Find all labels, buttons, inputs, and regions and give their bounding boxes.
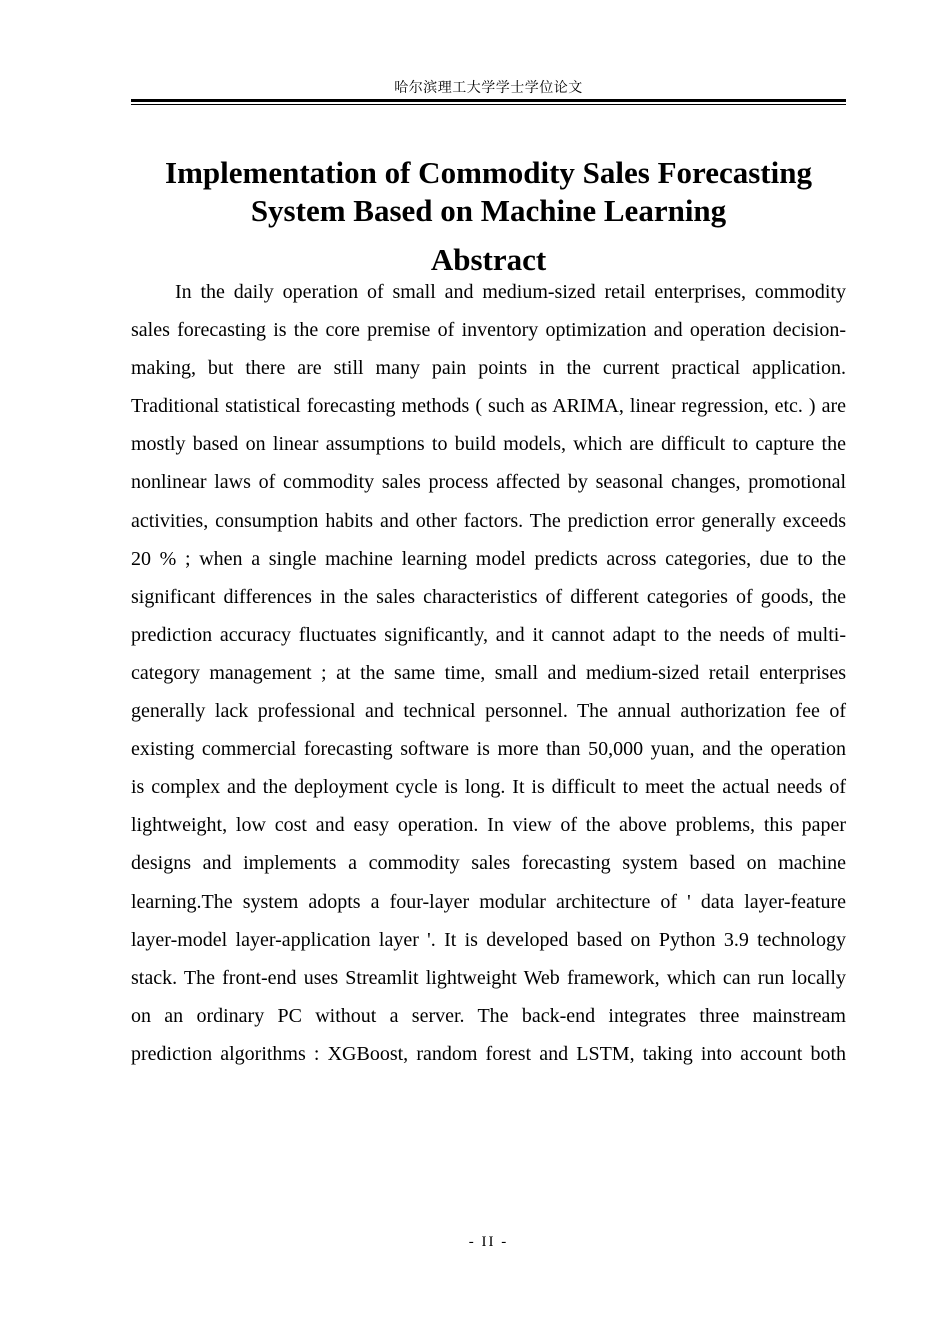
page-number: - II - [468,1234,509,1250]
abstract-body: In the daily operation of small and medium-sized retail enterprises, commodity sales forecasting is the core premise of inventory optimization and operation decision-making, but there are still many pain points in the current practical application. Traditional statistical forecasting methods ( such as ARIMA, linear regression, etc. ) are mostly based on linear assumptions to build models, which are difficult to capture the nonlinear laws of commodity sales process affected by seasonal changes, promotional activities, consumption habits and other factors. The prediction error generally exceeds 20 % ; when a single machine learning model predicts across categories, due to the significant differences in the sales characteristics of different categories of goods, the prediction accuracy fluctuates significantly, and it cannot adapt to the needs of multi-category management ; at the same time, small and medium-sized retail enterprises generally lack professional and technical personnel. The annual authorization fee of existing commercial forecasting software is more than 50,000 yuan, and the operation is complex and the deployment cycle is long. It is difficult to meet the actual needs of lightweight, low cost and easy operation. In view of the above problems, this paper designs and implements a commodity sales forecasting system based on machine learning.The system adopts a four-layer modular architecture of ' data layer-feature layer-model layer-application layer '. It is developed based on Python 3.9 technology stack. The front-end uses Streamlit lightweight Web framework, which can run locally on an ordinary PC without a server. The back-end integrates three mainstream prediction algorithms : XGBoost, random forest and LSTM, taking into account both [131,281,846,1065]
running-header: 哈尔滨理工大学学士学位论文 [394,80,583,96]
paper-title-line-1: Implementation of Commodity Sales Forecasting [165,155,812,190]
abstract-heading: Abstract [430,242,547,277]
header-rule-thick [131,99,846,102]
header-rule [131,99,846,106]
paper-title-line-2: System Based on Machine Learning [250,193,727,228]
paper-title [131,154,846,230]
header-rule-thin [131,104,846,105]
